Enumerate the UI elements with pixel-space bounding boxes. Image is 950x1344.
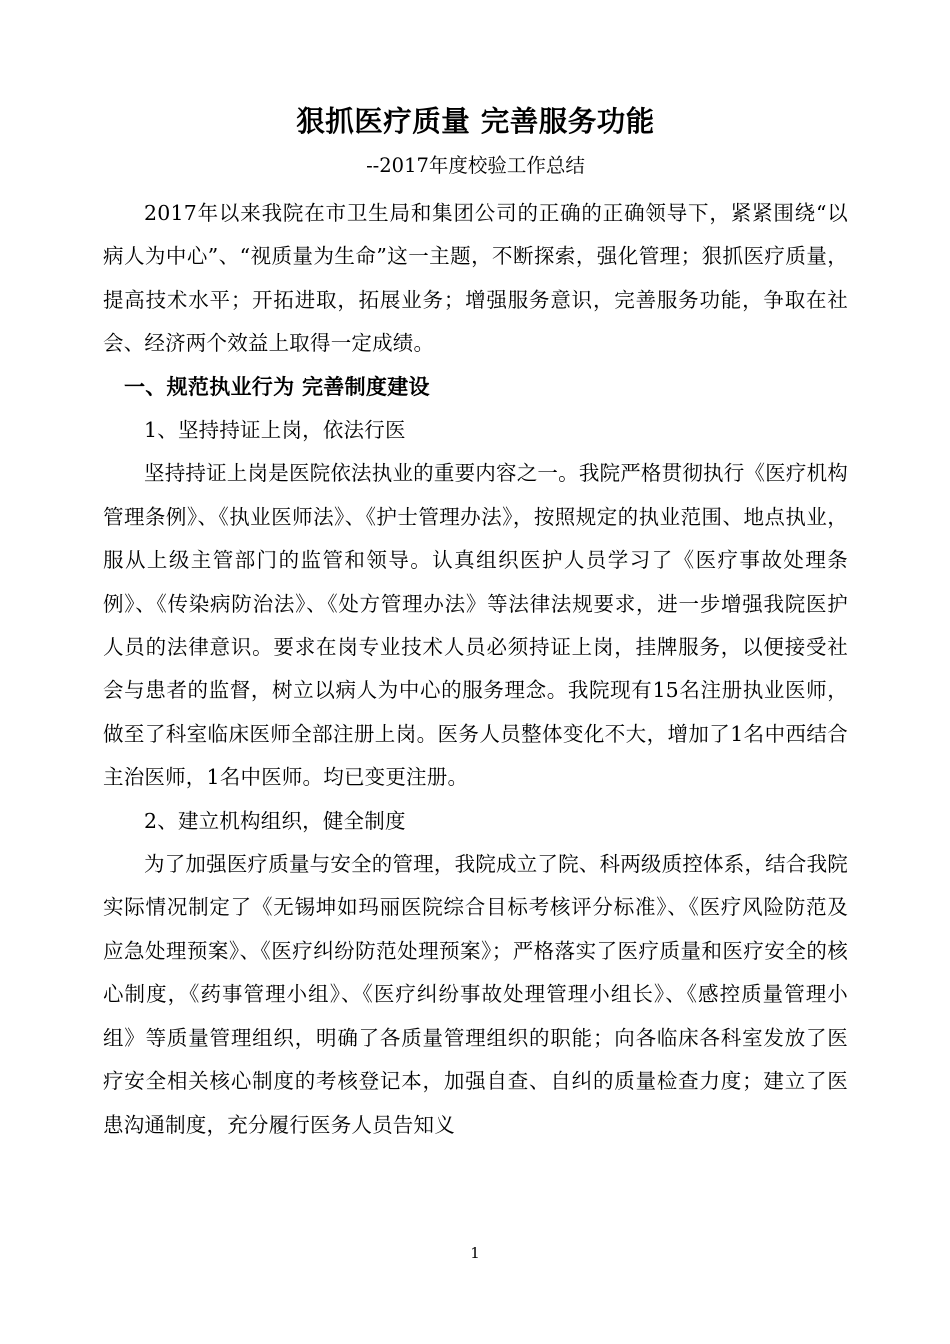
- intro-paragraph: 2017年以来我院在市卫生局和集团公司的正确的正确领导下，紧紧围绕“以病人为中心”、“视质量为生命”这一主题，不断探索，强化管理；狠抓医疗质量，提高技术水平；开拓进取，拓展业务；增强服务意识，完善服务功能，争取在社会、经济两个效益上取得一定成绩。: [103, 200, 848, 356]
- subsection-heading-one: 1、坚持持证上岗，依法行医: [144, 418, 406, 442]
- section-heading-one: 一、规范执业行为 完善制度建设: [124, 374, 430, 399]
- subsection-heading-two: 2、建立机构组织，健全制度: [144, 808, 406, 833]
- subsection-one-paragraph: 坚持持证上岗是医院依法执业的重要内容之一。我院严格贯彻执行《医疗机构管理条例》、《执业医师法》、《护士管理办法》，按照规定的执业范围、地点执业，服从上级主管部门的监管和领导。认真组织医护人员学习了《医疗事故处理条例》、《传染病防治法》、《处方管理办法》等法律法规要求，进一步增强我院医护人员的法律意识。要求在岗专业技术人员必须持证上岗，挂牌服务，以便接受社会与患者的监督，树立以病人为中心的服务理念。我院现有15名注册执业医师，做至了科室临床医师全部注册上岗。医务人员整体变化不大，增加了1名中西结合主治医师，1名中医师。均已变更注册。: [103, 461, 848, 790]
- page-title: 狠抓医疗质量 完善服务功能: [296, 105, 655, 138]
- document-body: [103, 178, 848, 1147]
- subsection-two-paragraph: 为了加强医疗质量与安全的管理，我院成立了院、科两级质控体系，结合我院实际情况制定了《无锡坤如玛丽医院综合目标考核评分标准》、《医疗风险防范及应急处理预案》、《医疗纠纷防范处理预案》；严格落实了医疗质量和医疗安全的核心制度，《药事管理小组》、《医疗纠纷事故处理管理小组长》、《感控质量管理小组》等质量管理组织，明确了各质量管理组织的职能；向各临床各科室发放了医疗安全相关核心制度的考核登记本，加强自查、自纠的质量检查力度；建立了医患沟通制度，充分履行医务人员告知义: [103, 852, 848, 1137]
- document-content: [103, 0, 848, 1147]
- page-number-footer: 1: [470, 1244, 480, 1262]
- page-subtitle: --2017年度校验工作总结: [366, 153, 585, 177]
